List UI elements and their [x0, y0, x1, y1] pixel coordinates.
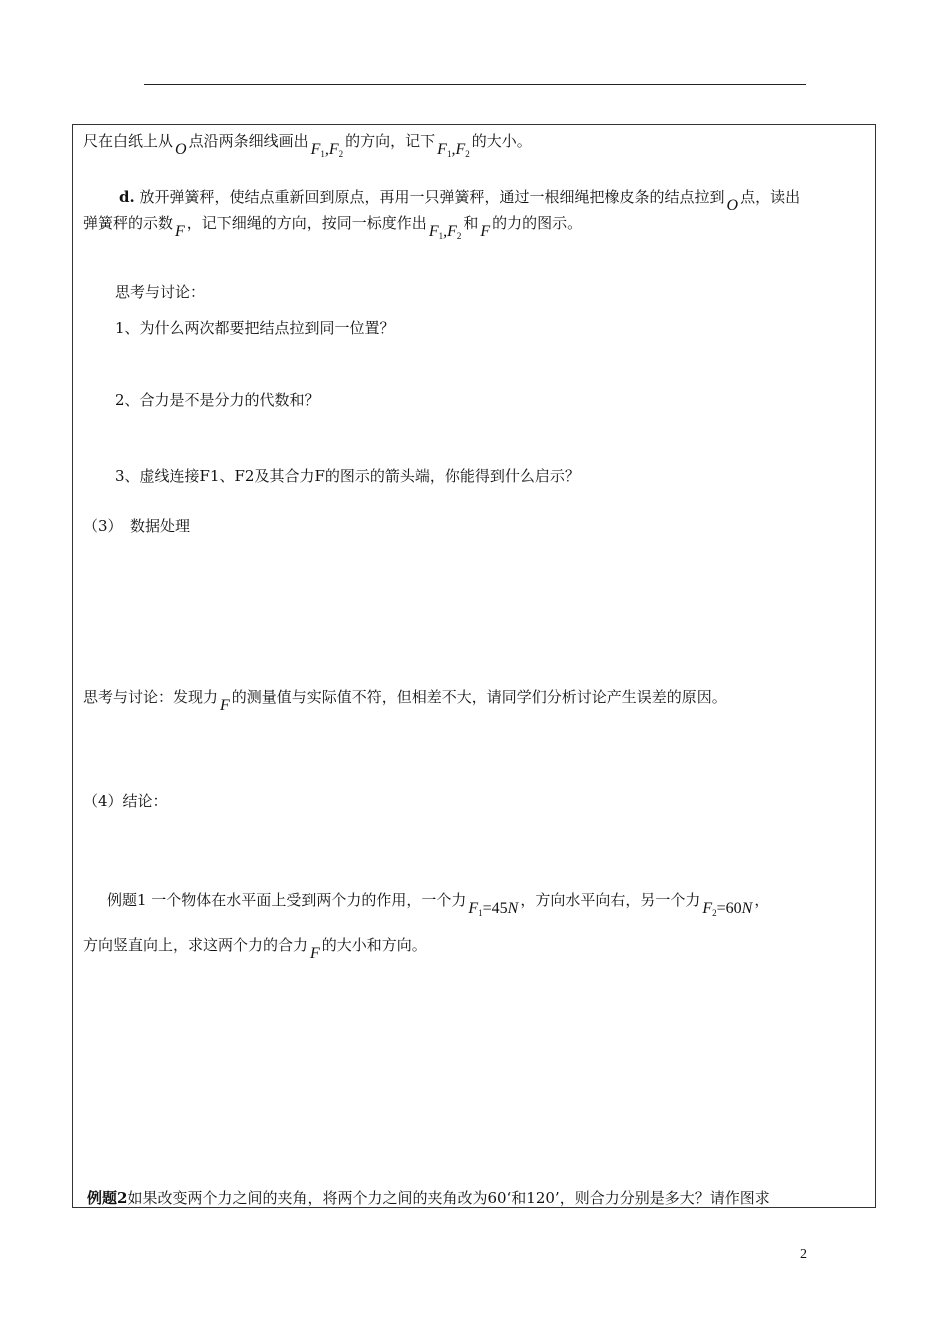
question-2: 2、合力是不是分力的代数和？: [115, 391, 320, 409]
step-d-line-1: d. 放开弹簧秤，使结点重新回到原点，再用一只弹簧秤，通过一根细绳把橡皮条的结点拉到 O 点，读出: [119, 188, 801, 214]
question-1: 1、为什么两次都要把结点拉到同一位置？: [115, 319, 395, 337]
think-line-2: 思考与讨论：发现力 F 的测量值与实际值不符，但相差不大，请同学们分析讨论产生误差的原因。: [83, 688, 727, 714]
content-frame: [72, 124, 876, 1208]
question-3: 3、虚线连接F1、F2及其合力F的图示的箭头端，你能得到什么启示？: [115, 467, 580, 485]
step-d-line-2: 弹簧秤的示数 F ，记下细绳的方向，按同一标度作出 $F_1,F_2$和 F 的力的图示。: [83, 214, 583, 241]
header-rule: [144, 84, 806, 85]
math-O: O: [175, 141, 187, 158]
math-F1F2: $F_1,F_2$: [310, 141, 344, 159]
text-line-1: 尺在白纸上从 O 点沿两条细线画出 $F_1,F_2$的方向，记下 $F_1,F_2$的大小。: [83, 132, 532, 159]
example-2-line: 例题2如果改变两个力之间的夹角，将两个力之间的夹角改为60‘和120’，则合力分别是多大？请作图求: [87, 1189, 770, 1207]
section-3-heading: （3） 数据处理: [83, 517, 191, 535]
math-F2-value: $F_2=60N$: [702, 900, 753, 918]
section-4-heading: （4）结论：: [83, 792, 168, 810]
math-F1F2: $F_1,F_2$: [428, 223, 462, 241]
example-1-line-1: 例题1 一个物体在水平面上受到两个力的作用，一个力 $F_1=45N$ ，方向水平向右，另一个力 $F_2=60N$ ，: [107, 891, 770, 918]
page-number: 2: [800, 1247, 807, 1262]
think-heading-1: 思考与讨论：: [115, 283, 206, 301]
example-1-line-2: 方向竖直向上，求这两个力的合力 F 的大小和方向。: [83, 936, 427, 962]
math-F1F2: $F_1,F_2$: [437, 141, 470, 159]
math-F1-value: $F_1=45N$: [468, 900, 519, 918]
